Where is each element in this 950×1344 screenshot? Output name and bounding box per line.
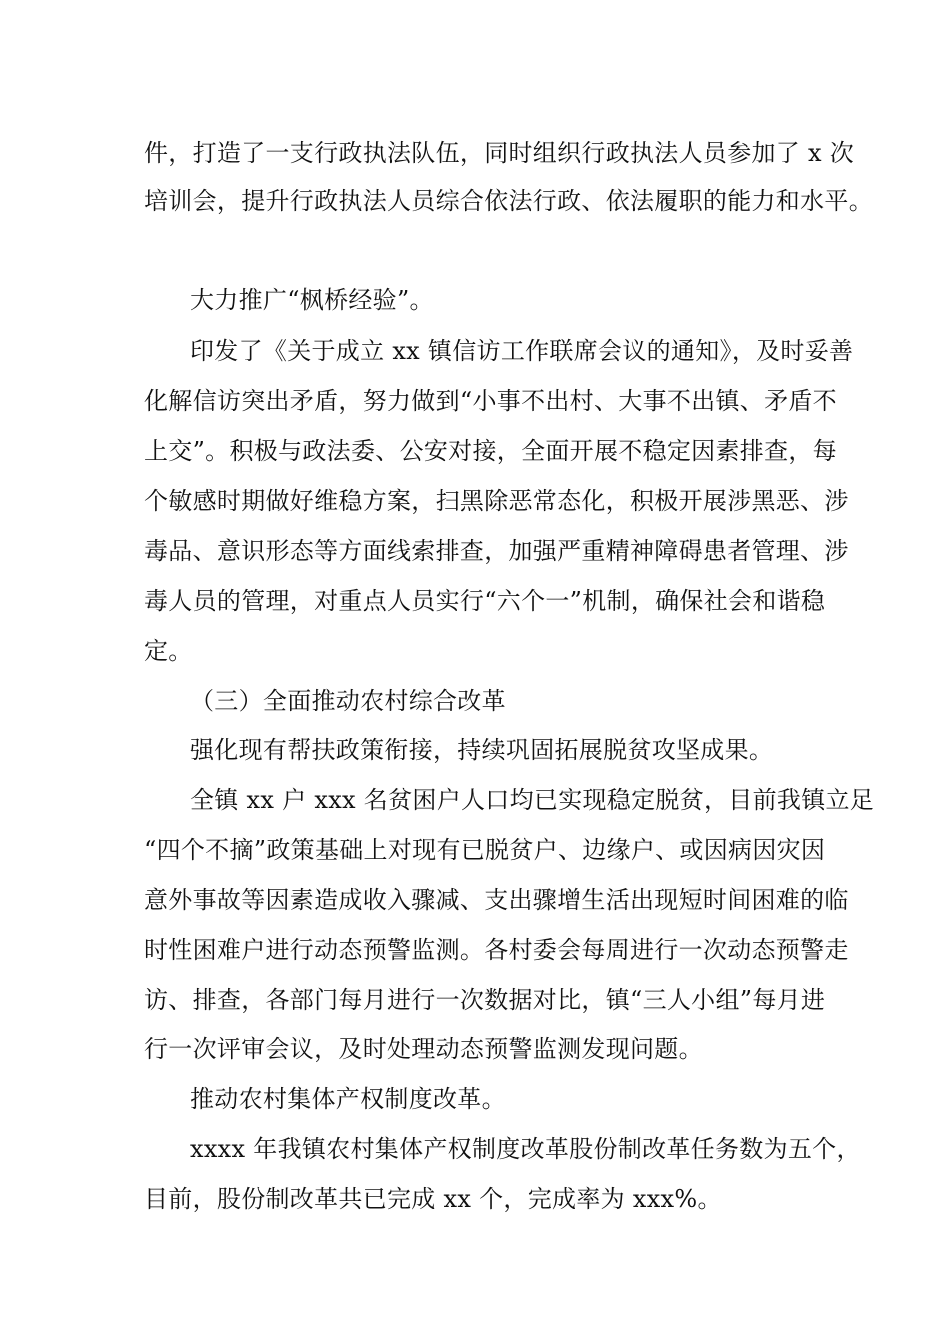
- paragraph-line: 个敏感时期做好维稳方案，扫黑除恶常态化，积极开展涉黑恶、涉: [144, 487, 849, 515]
- paragraph-line: 化解信访突出矛盾，努力做到“小事不出村、大事不出镇、矛盾不: [144, 387, 837, 415]
- paragraph-line: 目前，股份制改革共已完成 xx 个，完成率为 xxx%。: [144, 1185, 722, 1213]
- paragraph-line: 毒人员的管理，对重点人员实行“六个一”机制，确保社会和谐稳: [144, 587, 826, 615]
- paragraph-line: 全镇 xx 户 xxx 名贫困户人口均已实现稳定脱贫，目前我镇立足: [190, 786, 875, 814]
- paragraph-line: 毒品、意识形态等方面线索排查，加强严重精神障碍患者管理、涉: [144, 537, 849, 565]
- paragraph-line: “四个不摘”政策基础上对现有已脱贫户、边缘户、或因病因灾因: [144, 836, 826, 864]
- paragraph-line: 行一次评审会议，及时处理动态预警监测发现问题。: [144, 1035, 703, 1063]
- paragraph-line: 件，打造了一支行政执法队伍，同时组织行政执法人员参加了 x 次: [144, 139, 855, 167]
- section-subheading: 推动农村集体产权制度改革。: [190, 1085, 506, 1113]
- section-heading: （三）全面推动农村综合改革: [190, 687, 506, 715]
- paragraph-line: 定。: [144, 637, 193, 665]
- paragraph-line: 上交”。积极与政法委、公安对接，全面开展不稳定因素排查，每: [144, 437, 837, 465]
- paragraph-line: 印发了《关于成立 xx 镇信访工作联席会议的通知》，及时妥善: [190, 337, 854, 365]
- paragraph-line: 时性困难户进行动态预警监测。各村委会每周进行一次动态预警走: [144, 936, 849, 964]
- section-subheading: 大力推广“枫桥经验”。: [190, 286, 434, 314]
- paragraph-line: 访、排查，各部门每月进行一次数据对比，镇“三人小组”每月进: [144, 986, 826, 1014]
- section-subheading: 强化现有帮扶政策衔接，持续巩固拓展脱贫攻坚成果。: [190, 736, 774, 764]
- paragraph-line: 意外事故等因素造成收入骤减、支出骤增生活出现短时间困难的临: [144, 886, 849, 914]
- paragraph-line: xxxx 年我镇农村集体产权制度改革股份制改革任务数为五个，: [190, 1135, 861, 1163]
- paragraph-line: 培训会，提升行政执法人员综合依法行政、依法履职的能力和水平。: [144, 187, 873, 215]
